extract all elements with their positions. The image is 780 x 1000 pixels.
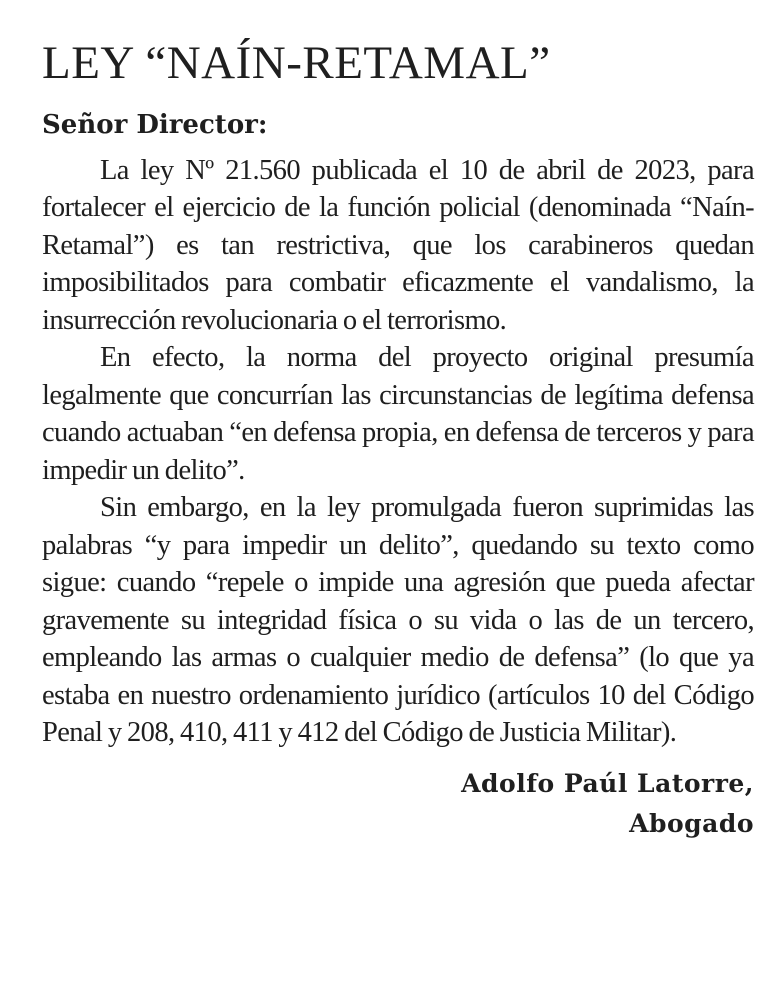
letter-article bbox=[42, 37, 754, 844]
paragraph-3: Sin embargo, en la ley promulgada fueron suprimidas las palabras “y para impedir un delito”, quedando su texto como sigue: cuando “repele o impide una agresión que pueda afectar gravemente su integridad física o su vida o las de un tercero, empleando las armas o cualquier medio de defensa” (lo que ya estaba en nuestro ordenamiento jurídico (artículos 10 del Código Penal y 208, 410, 411 y 412 del Código de Justicia Militar). bbox=[42, 492, 754, 749]
letter-body bbox=[42, 152, 754, 752]
paragraph-1: La ley Nº 21.560 publicada el 10 de abril de 2023, para fortalecer el ejercicio de la función policial (denominada “Naín-Retamal”) es tan restrictiva, que los carabineros quedan imposibilitados para combatir eficazmente el vandalismo, la insurrección revolucionaria o el terrorismo. bbox=[42, 154, 754, 336]
headline: LEY “NAÍN-RETAMAL” bbox=[42, 37, 551, 89]
signature-title: Abogado bbox=[629, 808, 754, 838]
signature-block bbox=[42, 764, 754, 844]
signature-name: Adolfo Paúl Latorre, bbox=[461, 768, 754, 798]
paragraph-2: En efecto, la norma del proyecto original presumía legalmente que concurrían las circunstancias de legítima defensa cuando actuaban “en defensa propia, en defensa de terceros y para impedir un delito”. bbox=[42, 342, 754, 486]
salutation: Señor Director: bbox=[42, 110, 268, 140]
